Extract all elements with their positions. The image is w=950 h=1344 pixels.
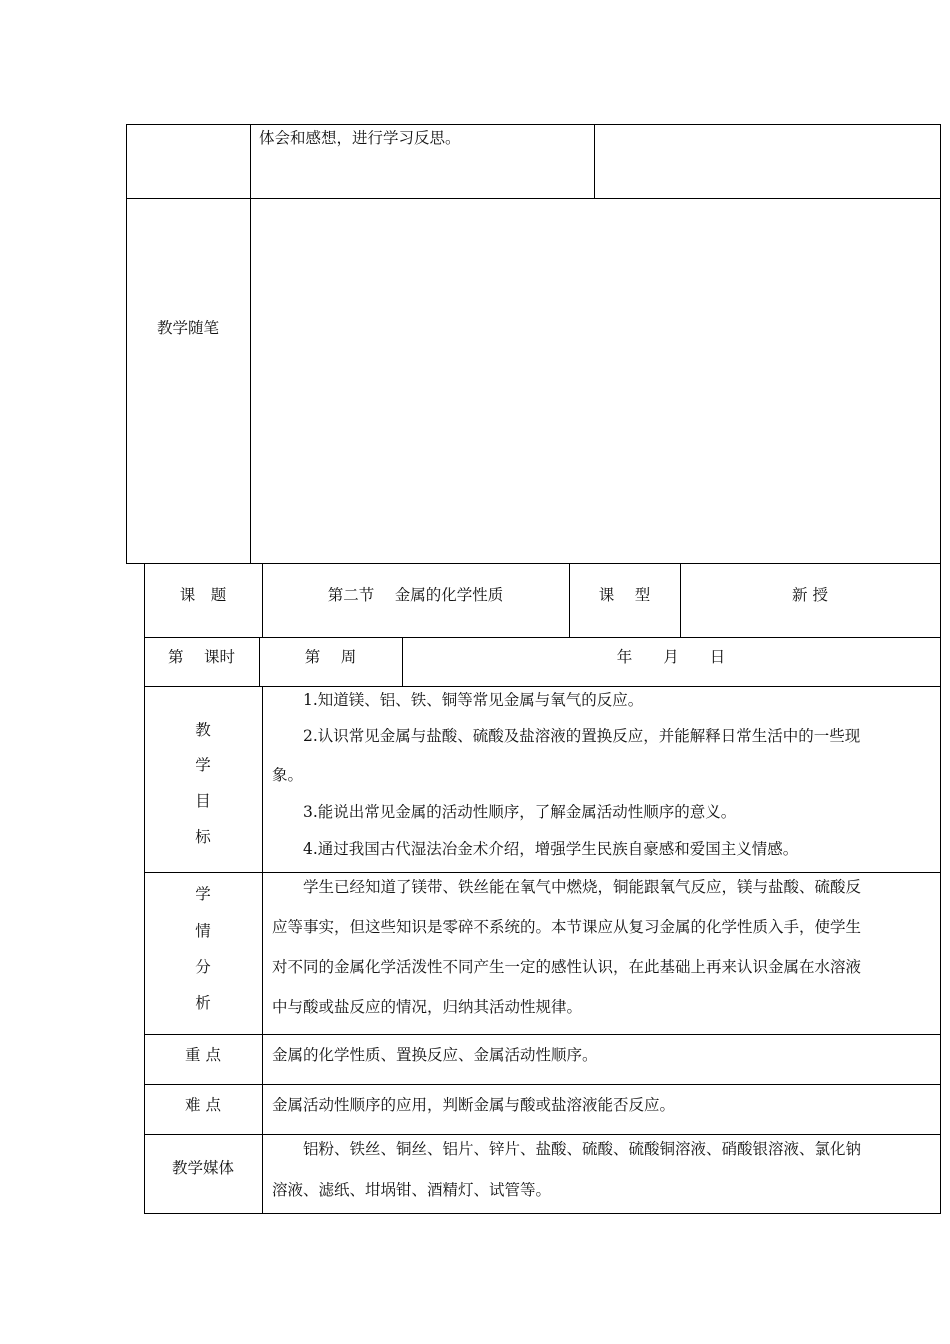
table-border — [594, 124, 595, 199]
table-border — [144, 637, 941, 638]
difficulty-value: 金属活动性顺序的应用，判断金属与酸或盐溶液能否反应。 — [272, 1096, 676, 1114]
list-item: 象。 — [272, 766, 304, 784]
topic-value: 第二节 金属的化学性质 — [327, 586, 504, 604]
table-border — [144, 1213, 941, 1214]
table-border — [144, 686, 941, 687]
difficulty-label: 难 点 — [185, 1096, 221, 1114]
list-item: 3.能说出常见金属的活动性顺序，了解金属活动性顺序的意义。 — [303, 803, 737, 821]
period-label: 第 课时 — [168, 648, 235, 666]
week-label: 第 周 — [304, 648, 357, 666]
key-points-label: 重 点 — [185, 1046, 221, 1064]
table-border — [262, 686, 263, 1214]
topic-label: 课 题 — [179, 586, 227, 604]
list-item: 1.知道镁、铝、铁、铜等常见金属与氧气的反应。 — [303, 691, 644, 709]
date-label: 年 月 日 — [616, 648, 726, 666]
table-border — [126, 198, 941, 199]
table-border — [126, 124, 941, 125]
teaching-notes-label: 教学随笔 — [156, 319, 219, 337]
media-label: 教学媒体 — [171, 1159, 234, 1177]
table-border — [144, 563, 941, 564]
table-border — [940, 124, 941, 564]
table-border — [940, 563, 941, 1214]
table-border — [144, 1084, 941, 1085]
type-label: 课 型 — [598, 586, 651, 604]
table-border — [144, 1134, 941, 1135]
table-border — [144, 872, 941, 873]
list-item: 2.认识常见金属与盐酸、硫酸及盐溶液的置换反应，并能解释日常生活中的一些现 — [303, 727, 861, 745]
table-border — [144, 1034, 941, 1035]
key-points-value: 金属的化学性质、置换反应、金属活动性顺序。 — [272, 1046, 598, 1064]
list-item: 4.通过我国古代湿法冶金术介绍，增强学生民族自豪感和爱国主义情感。 — [303, 840, 799, 858]
table-border — [250, 124, 251, 564]
table-border — [126, 124, 127, 564]
reflection-text: 体会和感想，进行学习反思。 — [259, 129, 461, 147]
type-value: 新 授 — [792, 586, 828, 604]
